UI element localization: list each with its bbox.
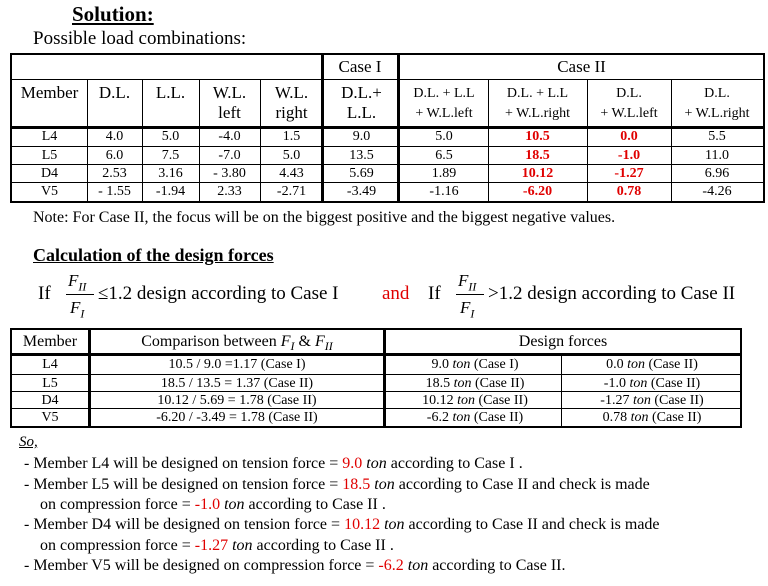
t1-cell: 18.5 [525, 148, 550, 163]
t1-cell: -7.0 [218, 148, 241, 163]
t1-cell: 11.0 [705, 148, 729, 163]
t1-cell: D4 [40, 166, 59, 181]
conclusion-line: - Member D4 will be designed on tension force = 10.12 ton according to Case II and check is made [24, 516, 660, 533]
t1-cell: - 3.80 [213, 166, 246, 181]
conclusion-line: on compression force = -1.27 ton according to Case II . [40, 537, 394, 554]
t1-cell: V5 [40, 184, 59, 199]
fraction-denominator-2: $F_I$ [460, 298, 475, 321]
t2-cell: -6.2 ton (Case II) [426, 410, 524, 425]
so-label: So, [19, 434, 38, 450]
conclusion-line: - Member L4 will be designed on tension force = 9.0 ton according to Case I . [24, 455, 523, 472]
t1-cell: 2.53 [102, 166, 127, 181]
case-2-header: Case II [557, 57, 606, 76]
t2-cell: 18.5 ton (Case II) [425, 376, 525, 391]
t1-cell: 5.5 [708, 129, 726, 144]
t1-cell: -1.94 [155, 184, 186, 199]
t2-cell: 10.12 / 5.69 = 1.78 (Case II) [157, 393, 317, 408]
page-title: Solution: [72, 2, 154, 26]
t1-cell: -1.27 [614, 166, 644, 181]
t2-cell: -1.27 ton (Case II) [600, 393, 704, 408]
t2-cell: 0.78 ton (Case II) [602, 410, 702, 425]
t1-cell: 6.5 [435, 148, 453, 163]
t1-col-header: D.L. + L.L + W.L.right [504, 86, 571, 121]
t1-cell: L4 [41, 129, 58, 144]
t1-cell: 6.0 [105, 148, 124, 163]
t1-cell: 9.0 [352, 129, 371, 144]
t1-cell: -4.26 [702, 184, 732, 199]
t2-cell: 10.5 / 9.0 =1.17 (Case I) [168, 357, 306, 372]
t2-cell: -6.20 / -3.49 = 1.78 (Case II) [156, 410, 318, 425]
t1-col-header: D.L. + W.L.left [600, 86, 658, 121]
t1-col-header: W.L. right [274, 83, 309, 122]
calc-title: Calculation of the design forces [33, 245, 274, 265]
t2-header-comparison: Comparison between $F_I$ & $F_{II}$ [141, 333, 333, 354]
t1-cell: 5.0 [282, 148, 301, 163]
t1-cell: 2.33 [217, 184, 242, 199]
case-1-header: Case I [338, 57, 382, 76]
t2-cell: V5 [41, 410, 59, 425]
section-subtitle: Possible load combinations: [33, 28, 247, 49]
conclusion-line: - Member V5 will be designed on compression force = -6.2 ton according to Case II. [24, 557, 566, 574]
if-label-1: If [38, 283, 51, 304]
t2-cell: -1.0 ton (Case II) [603, 376, 701, 391]
t1-cell: - 1.55 [98, 184, 131, 199]
t1-cell: 7.5 [161, 148, 180, 163]
t1-cell: 5.69 [349, 166, 374, 181]
t1-cell: 10.5 [525, 129, 550, 144]
t1-cell: 0.78 [616, 184, 642, 199]
conclusion-line: on compression force = -1.0 ton according to Case II . [40, 496, 386, 513]
t1-cell: -2.71 [276, 184, 307, 199]
t1-cell: 1.5 [282, 129, 301, 144]
fraction-numerator-1: $F_{II}$ [68, 271, 87, 294]
t1-col-header: D.L. [98, 83, 131, 102]
t1-col-header: D.L. + L.L + W.L.left [413, 86, 475, 121]
t2-cell: 9.0 ton (Case I) [431, 357, 519, 372]
t1-col-header: D.L. + W.L.right [684, 86, 750, 121]
fraction-denominator-1: $F_I$ [70, 298, 85, 321]
t1-cell: -3.49 [346, 184, 377, 199]
t1-cell: -1.0 [617, 148, 641, 163]
t1-cell: 4.0 [105, 129, 124, 144]
t1-col-header: D.L.+ L.L. [341, 83, 382, 122]
t1-cell: 13.5 [349, 148, 374, 163]
t1-cell: -1.16 [429, 184, 459, 199]
t1-cell: 4.43 [279, 166, 304, 181]
t1-cell: 5.0 [161, 129, 180, 144]
design-forces-table [10, 328, 742, 428]
t2-header-design-forces: Design forces [518, 333, 608, 350]
t1-col-header: Member [20, 83, 79, 102]
t2-cell: 18.5 / 13.5 = 1.37 (Case II) [160, 376, 314, 391]
t1-cell: 5.0 [435, 129, 453, 144]
t1-col-header: L.L. [155, 83, 186, 102]
t1-cell: -6.20 [522, 184, 553, 199]
condition-1: ≤1.2 design according to Case I [98, 283, 339, 304]
t2-cell: D4 [41, 393, 59, 408]
fraction-bar-2 [456, 294, 484, 295]
t2-cell: L4 [42, 357, 58, 372]
t2-cell: 0.0 ton (Case II) [606, 357, 698, 372]
t1-cell: 3.16 [158, 166, 183, 181]
t1-cell: 10.12 [521, 166, 554, 181]
fraction-numerator-2: $F_{II}$ [458, 271, 477, 294]
t1-cell: 6.96 [704, 166, 730, 181]
t1-cell: 1.89 [431, 166, 457, 181]
and-label: and [382, 283, 410, 304]
t1-col-header: W.L. left [212, 83, 247, 122]
fraction-bar-1 [66, 294, 94, 295]
note-text: Note: For Case II, the focus will be on the biggest positive and the biggest negative values. [33, 209, 616, 226]
t2-header-member: Member [22, 333, 78, 350]
load-combinations-table [10, 53, 765, 203]
conclusion-line: - Member L5 will be designed on tension force = 18.5 ton according to Case II and check is made [24, 476, 650, 493]
condition-2: >1.2 design according to Case II [488, 283, 736, 304]
t1-cell: 0.0 [620, 129, 638, 144]
t2-cell: 10.12 ton (Case II) [422, 393, 528, 408]
t1-cell: L5 [41, 148, 58, 163]
if-label-2: If [428, 283, 441, 304]
t2-cell: L5 [42, 376, 58, 391]
t1-cell: -4.0 [218, 129, 241, 144]
